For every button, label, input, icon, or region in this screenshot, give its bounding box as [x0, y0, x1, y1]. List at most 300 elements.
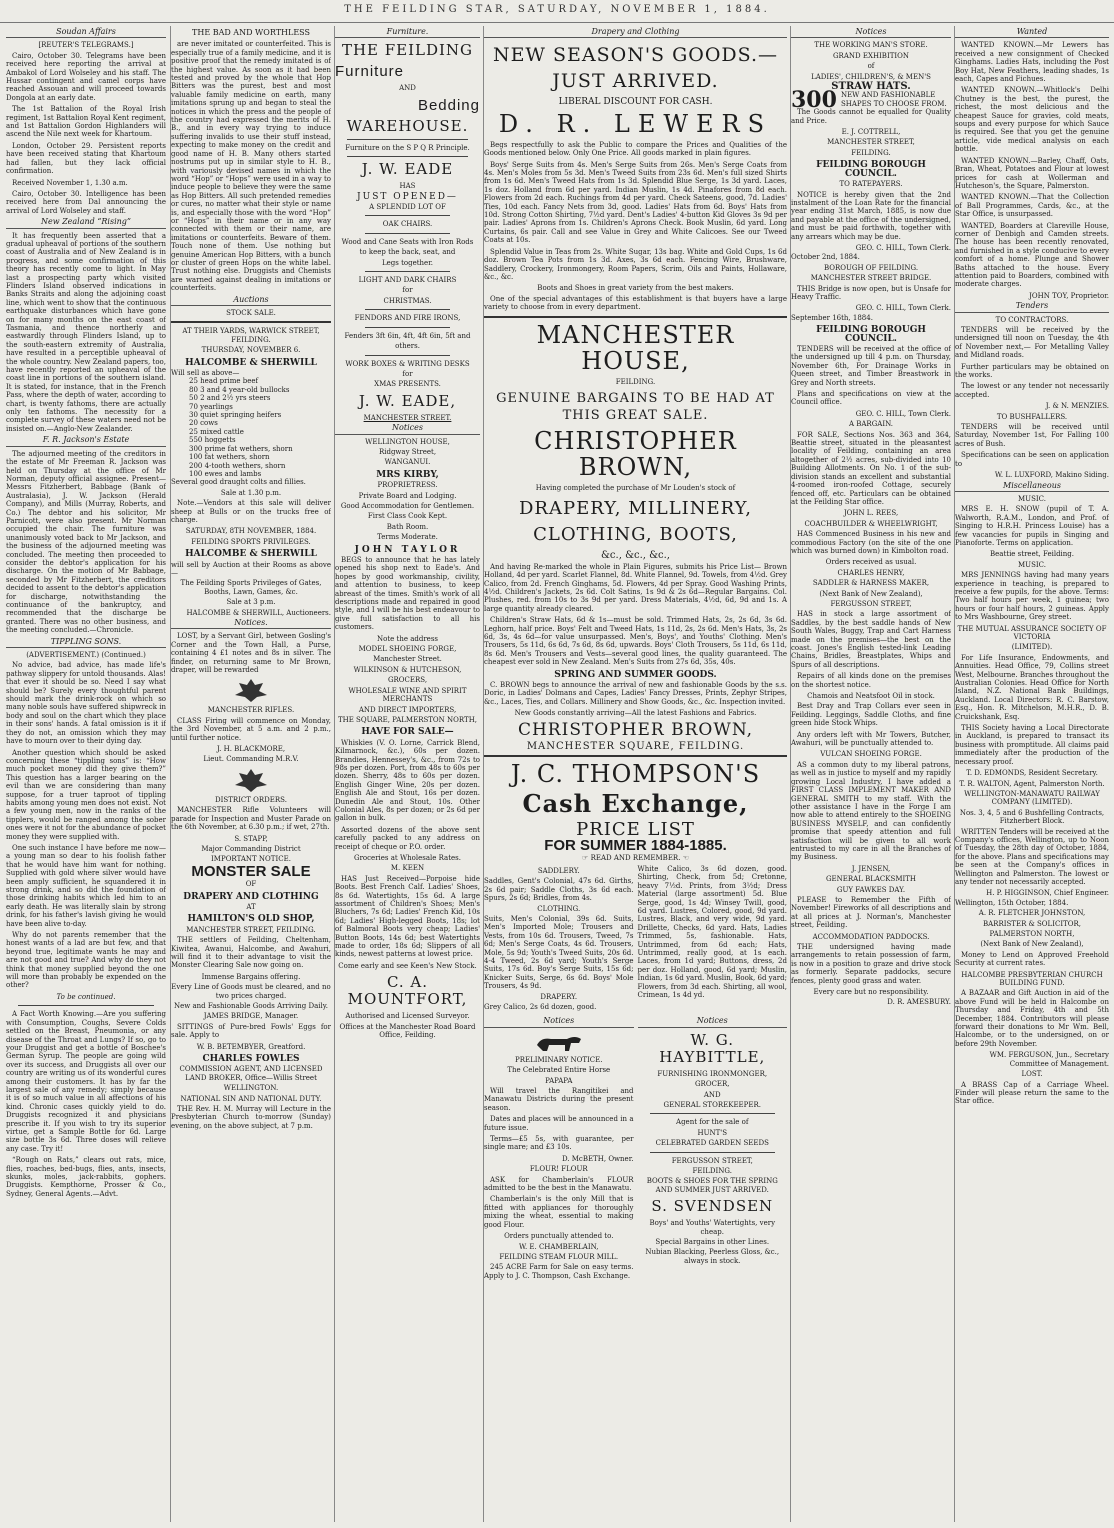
advert-paragraph: PLEASE to Remember the Fifth of November! Fireworks of all descriptions and at all prices at J. Norman's, Manchester street, Feilding. — [791, 895, 951, 930]
advert-heading: THE MUTUAL ASSURANCE SOCIETY OF VICTORIA — [957, 624, 1107, 641]
advert-paragraph: MANCHESTER Rifle Volunteers will parade for Inspection and Muster Parade on the 6th November, at 6.30 p.m.; if wet, 27th. — [171, 806, 331, 832]
advert-paragraph: WANTED KNOWN.—Barley, Chaff, Oats, Bran, Wheat, Potatoes and Flour at lowest prices for cash at Wollerman and Hutcheson's, the Square, Palmerston. — [955, 156, 1109, 190]
hats-count: 300 — [791, 86, 837, 113]
signature: GEO. C. HILL, Town Clerk. — [855, 243, 951, 252]
advert-line: for — [402, 369, 413, 378]
divider — [365, 355, 450, 356]
advert-heading: WILKINSON & HUTCHESON, — [353, 665, 462, 674]
read-remember-label: READ AND REMEMBER. — [590, 854, 681, 863]
advert-line: Authorised and Licensed Surveyor. — [345, 1012, 470, 1021]
advert-paragraph: Dates and places will be announced in a future issue. — [484, 1115, 634, 1132]
advert-line: MANCHESTER STREET, — [827, 138, 915, 147]
advert-heading: FEILDING BOROUGH COUNCIL. — [816, 325, 926, 344]
pointing-hand-icon: ☜ — [680, 854, 689, 863]
section-heading: Drapery and Clothing — [484, 28, 787, 38]
advert-line: THE SQUARE, PALMERSTON NORTH, — [337, 715, 478, 724]
section-heading: F. R. Jackson's Estate — [6, 436, 166, 446]
advert-line: Sale at 3 p.m. — [226, 598, 276, 607]
advert-line: Orders punctually attended to. — [504, 1232, 614, 1241]
divider — [484, 316, 787, 318]
advert-heading: MUSIC. — [1018, 494, 1046, 503]
article-paragraph: Why do not parents remember that the honest wants of a lad are but few, and that beyond true, legitimate wants he may and are not good and true? And why do they not think that money supplied beyond the one will more than probably be expended on the other? — [6, 931, 166, 990]
advert-display: J. W. EADE — [361, 160, 454, 179]
advert-heading: IMPORTANT NOTICE. — [211, 855, 291, 864]
advert-line: GRAND EXHIBITION — [832, 51, 910, 60]
divider — [365, 271, 450, 272]
advert-line: will sell by Auction at their Rooms as above— — [171, 560, 331, 577]
advert-line: FURNISHING IRONMONGER, — [657, 1069, 768, 1078]
stock-list-item: 50 2 and 2½ yrs steers — [189, 394, 271, 403]
advert-heading: LOST. — [1021, 1070, 1043, 1079]
advert-heading: BOROUGH OF FEILDING. — [823, 263, 919, 272]
advert-paragraph: Repairs of all kinds done on the premises on the shortest notice. — [791, 672, 951, 689]
advert-line: AT — [246, 902, 256, 911]
divider — [365, 233, 450, 234]
advert-line: New and Fashionable Goods Arriving Daily. — [174, 1002, 328, 1010]
auctioneer-name: HALCOMBE & SHERWILL — [185, 549, 317, 560]
advert-line: BOOTS & SHOES FOR THE SPRING AND SUMMER JUST ARRIVED. — [646, 1177, 778, 1194]
signature: T. D. EDMONDS, Resident Secretary. — [966, 769, 1098, 778]
advert-paragraph: Assorted dozens of the above sent carefully packed to any address on receipt of cheque or P.O. order. — [335, 825, 480, 851]
article-paragraph: Another question which should be asked concerning these “tippling sons” is: “How much pocket money did they give them?” This question has a larger bearing on the evil than we are considering than many suppose, for a truer taproot of tippling habits among young men does not exist. Not a few young men, now in the ranks of the tipplers, would be ranged among the sober ones were it not for the abundance of pocket money they were supplied with. — [6, 748, 166, 841]
notices-left — [484, 1015, 634, 1283]
advert-line: Immense Bargains offering. — [201, 972, 301, 981]
advert-line: A SPLENDID LOT OF — [369, 203, 446, 212]
advert-line: of — [867, 62, 875, 71]
section-heading: Furniture. — [335, 28, 480, 38]
advert-paragraph: The Goods cannot be equalled for Quality and Price. — [791, 108, 951, 125]
advert-heading: HAMILTON'S OLD SHOP, — [187, 914, 315, 925]
signature: W. L. LUXFORD, Makino Siding. — [994, 471, 1109, 480]
advert-line: MANCHESTER STREET BRIDGE. — [810, 274, 932, 283]
advert-paragraph: are never imitated or counterfeited. This is especially true of a family medicine, and it is positive proof that the remedy imitated is of the highest value. As soon as it had been tested and proved by the whole that Hop Bitters was the purest, best and most valuable family medicine on earth, many imitations sprung up and began to steal the notices in which the press and the people of the country had expressed the merits of H. B., and in every way trying to induce suffering invalids to use their stuff instead, expecting to make money on the credit and good name of H. B. Many others started nostrums put up in similar style to H. B., with variously devised names in which the word “Hop” or “Hops” were used in a way to induce people to believe they were the same as Hop Bitters. All such pretended remedies or cures, no matter what their style or name is, and especially those with the word “Hop” or “Hops” in their name or in any way connected with them or their name, are imitations or counterfeits. Beware of them. Touch none of them. Use nothing but genuine American Hop Bitters, with a bunch or cluster of green Hops on the white label. Trust nothing else. Druggists and Chemists are warned against dealing in imitations or counterfeits. — [171, 40, 331, 293]
advert-display: D. R. LEWERS — [498, 109, 773, 138]
price-text: Saddles, Gent's Colonial, 47s 6d. Girths, 2s 6d pair; Saddle Cloths, 3s 6d each. Spurs, 2s 6d; Bridles, from 4s. — [484, 877, 634, 903]
advert-line: COMMISSION AGENT, AND LICENSED LAND BROKER, Office—Willis Street — [179, 1065, 323, 1082]
advert-paragraph: TENDERS will be received by the undersigned till noon on Tuesday, the 4th of November next,— For Metalling Valley and Midland roads. — [955, 326, 1109, 360]
advert-display: PRICE LIST — [576, 819, 695, 841]
section-heading: Notices — [638, 1017, 788, 1027]
section-heading: Wanted — [955, 28, 1109, 38]
article-paragraph: No advice, bad advice, has made life's pathway slippery for untold thousands. Alas! that ever it should be so. Need I say what should be? Surely every thoughtful parent should mark the drink-rock on which so many noble souls have suffered shipwreck in body and soul on the chart which they place in their sons' hands. A fatal omission is it if they do not, an omission which they may have to mourn over to their dying day. — [6, 661, 166, 746]
advert-heading: SPRING AND SUMMER GOODS. — [554, 669, 717, 680]
divider — [347, 139, 468, 140]
advert-paragraph: A BAZAAR and Gift Auction in aid of the above Fund will be held in Halcombe on Thursday and Friday, 4th and 5th December, 1884. Contributors will please forward their donations to Mr Wm. Bell, Halcombe, or to the undersigned, on or before 29th November. — [955, 989, 1109, 1048]
stock-list-item: 25 mixed cattle — [189, 427, 244, 436]
advert-heading: JOHN TAYLOR — [354, 544, 461, 555]
advert-display: Bedding — [417, 96, 480, 114]
advert-heading: A. R. FLETCHER JOHNSTON, — [978, 909, 1086, 918]
column-1 — [6, 26, 166, 1522]
advert-heading: JUST OPENED— — [357, 191, 458, 202]
signature: D. R. AMESBURY. — [887, 998, 951, 1007]
advert-line: Every care but no responsibility. — [813, 988, 929, 997]
advert-paragraph: BEGS to announce that he has lately opened his shop next to Eade's. And hopes by good workmanship, civility, and attention to business, to keep abreast of the times. Smith's work of all descriptions made and repaired in good style, and I will be his best endeavour to give full satisfaction to all his customers. — [335, 556, 480, 632]
advert-paragraph: HAS in stock a large assortment of Saddles, by the best saddle hands of New South Wales, Buggy, Trap and Cart Harness made on the premises—the best on the coast. Jones's English tested-link Leading Chains, Bridles, Breastplates, Whips and Spurs of all descriptions. — [791, 610, 951, 669]
advert-line: WANGANUI. — [384, 458, 431, 467]
subheading: (ADVERTISEMENT.) (Continued.) — [26, 651, 146, 660]
advert-paragraph: Terms—£5 5s, with guarantee, per single mare; and £3 10s. — [484, 1135, 634, 1152]
advert-heading: VULCAN SHOEING FORGE. — [820, 750, 922, 759]
advert-line: Manchester Street. — [373, 655, 442, 664]
advert-paragraph: NOTICE is hereby given that the 2nd instalment of the Loan Rate for the financial year ending 31st March, 1885, is now due and payable at the office of the undersigned, and must be paid forthwith, together with any arrears which may be due. — [791, 190, 951, 241]
horse-icon — [531, 1031, 587, 1053]
advert-line: Good Accommodation for Gentlemen. — [340, 501, 475, 510]
divider — [347, 156, 468, 157]
advert-heading: CHARLES HENRY, — [837, 568, 905, 577]
advert-heading: THE BAD AND WORTHLESS — [192, 28, 310, 37]
advert-line: Bath Room. — [386, 522, 429, 531]
advert-paragraph: WANTED KNOWN.—Whitlock's Delhi Chutney is the best, the purest, the richest, the most delicious and the cheapest Sauce for gravies, cold meats, soups and every purpose for which Sauce is required. See that you get the genuine article, vide medical analysis on each bottle. — [955, 86, 1109, 154]
price-text: Suits, Men's Colonial, 39s 6d. Suits, Men's Imported Mole; Trousers and Vests, from 10s 6d. Trousers, Tweed, 7s 6d; Men's Serge Coats, 4s 6d. Trousers, Mole, 5s 9d; Youth's Tweed Suits, 20s 6d. 4-4 Tweed, 2s 6d yard; Youth's Serge Suits, 17s 6d. Boy's Serge Suits, 15s 6d; Knicker Suits, Serge, 6s 6d. Boys' Mole Trousers, 4s 9d. — [484, 914, 634, 991]
stock-list-item: 20 cows — [189, 419, 218, 428]
section-heading: TIPPLING SONS. — [6, 638, 166, 648]
advert-line: to keep the back, seat, and — [359, 248, 456, 257]
advert-line: HAS — [399, 182, 416, 191]
advert-paragraph: “Rough on Rats,” clears out rats, mice, flies, roaches, bed-bugs, flies, ants, insects, skunks, moles, jack-rabbits, gophers. Druggists. Kempthorne, Prosser & Co., Sydney, General Agents.—Advt. — [6, 1156, 166, 1198]
advert-line: FEILDING. — [851, 148, 891, 157]
advert-paragraph: Note.—Vendors at this sale will deliver sheep at Bulls or on the trucks free of charge. — [171, 499, 331, 524]
advert-paragraph: Any orders left with Mr Towers, Butcher, Awahuri, will be punctually attended to. — [791, 730, 951, 748]
advert-line: for — [402, 286, 413, 295]
advert-line: Sale at 1.30 p.m. — [220, 488, 282, 497]
column-5 — [790, 26, 951, 1522]
advert-line: FEILDING STEAM FLOUR MILL. — [499, 1252, 619, 1261]
advert-paragraph: THIS Bridge is now open, but is Unsafe for Heavy Traffic. — [791, 284, 951, 301]
advert-heading: WELLINGTON-MANAWATU RAILWAY COMPANY (LIMITED). — [964, 789, 1100, 807]
advert-line: New Goods constantly arriving—All the latest Fashions and Fabrics. — [514, 709, 757, 718]
advert-line: WELLINGTON. — [223, 1084, 279, 1093]
advert-heading: STRAW HATS. — [831, 81, 911, 93]
advert-paragraph: THE undersigned having made arrangements to retain possession of farm, is now in a position to graze and drive stock as formerly. Separate paddocks, secure fences, plenty good grass and water. — [791, 943, 951, 985]
advert-paragraph: A BRASS Cap of a Carriage Wheel. Finder will please return the same to the Star office. — [955, 1080, 1109, 1106]
advert-line: GENERAL BLACKSMITH — [825, 875, 917, 884]
advert-paragraph: HAS Just Received—Porpoise hide Boots. Best French Calf. Ladies' Shoes, 8s 6d. Watertights, 15s 6d. A large assortment of Children's Shoes; Men's Bluchers, 7s 6d; Ladies' French Kid, 10s 6d; Ladies' High-legged Boots, 18s; lot of Balmoral Boots very cheap; Ladies' Button Boots, 14s 6d; best Watertights made to order, 18s 6d; Slippers of all kinds, newest patterns at lowest price. — [335, 874, 480, 959]
signature: HALCOMBE & SHERWILL, Auctioneers. — [186, 608, 331, 617]
advert-line: BARRISTER & SOLICITOR, — [982, 919, 1081, 928]
advert-heading: TO CONTRACTORS. — [995, 315, 1069, 324]
stock-list — [171, 377, 331, 478]
advert-line: XMAS PRESENTS. — [374, 380, 441, 389]
stock-list-item: 550 hoggetts — [189, 436, 236, 445]
advert-heading: JOHN L. REES, — [843, 509, 899, 518]
advert-paragraph: Children's Straw Hats, 6d & 1s—must be sold. Trimmed Hats, 2s, 2s 6d, 3s 6d. Leghorn, half price. Boys' Felt and Tweed Hats, 1s 11d, 2s, 2s 6d. Men's Hats, 3s, 2s 6d, 3s, 4s 6d—for value unsurpassed. Men's, Boys', and Youths' Clothing. Men's Trousers, 5s 11d, 6s 6d, 7s 6d, 8s 6d, upwards. Boys' Cloth Trousers, 5s 11d, 6s 11d, 8s 6d. Men's Trousers and Vests—several good lines, the quality guaranteed. The cheapest ever sold in New Zealand. Men's Suits from 27s 6d, 35s, 40s. — [484, 616, 787, 667]
advert-heading: ACCOMMODATION PADDOCKS. — [812, 932, 930, 941]
advert-line: FEILDING. — [615, 377, 656, 386]
divider — [650, 1152, 776, 1153]
advert-line: FEILDING. — [692, 1167, 732, 1176]
advert-line: LIBERAL DISCOUNT FOR CASH. — [558, 97, 713, 108]
advert-heading: MANCHESTER RIFLES. — [207, 706, 295, 715]
price-heading: DRAPERY. — [540, 992, 578, 1001]
advert-line: First Class Cook Kept. — [367, 512, 448, 521]
advert-heading: PRELIMINARY NOTICE. — [514, 1055, 603, 1064]
advert-line: OF — [245, 880, 257, 889]
advert-line: Having completed the purchase of Mr Louden's stock of — [535, 483, 736, 492]
advert-line: Beattie street, Feilding. — [989, 550, 1075, 559]
advert-heading: FEILDING BOROUGH COUNCIL. — [816, 160, 926, 179]
advert-line: SATURDAY, 8TH NOVEMBER, 1884. — [185, 527, 317, 536]
royal-crest-icon — [229, 677, 273, 703]
advert-line: THURSDAY, NOVEMBER 6. — [201, 346, 301, 355]
advert-line: GROCERS, — [387, 676, 428, 685]
advert-display: FOR SUMMER 1884-1885. — [544, 837, 727, 855]
advert-line: Several good draught colts and fillies. — [171, 478, 306, 487]
price-text: Grey Calico, 2s 6d dozen, good. — [484, 1002, 597, 1011]
auctioneer-name: HALCOMBE & SHERWILL — [185, 357, 317, 368]
advert-line: TO RATEPAYERS. — [839, 180, 903, 189]
advert-line: COACHBUILDER & WHEELWRIGHT, — [804, 519, 938, 528]
advert-display: J. W. EADE, — [358, 391, 457, 410]
advert-paragraph: FOR SALE, Sections Nos. 363 and 364, Beattie street, situated in the pleasantest locality of Feilding, containing an area altogether of 2½ acres, sub-divided into 10 Building Allotments. On No. 1 of the sub-division stands an excellent and substantial 4-roomed iron-roofed Cottage, securely fenced off, etc. Particulars can be obtained at the Feilding Star office. — [791, 430, 951, 506]
advert-line: Boots and Shoes in great variety from the best makers. — [537, 284, 734, 293]
advert-line: AT THEIR YARDS, WARWICK STREET, FEILDING. — [182, 327, 320, 344]
advert-paragraph: And having Re-marked the whole in Plain Figures, submits his Price List— Brown Holland, 4d per yard. Scarlet Flannel, 8d. White Flannel, 9d. Towels, from 4½d. Grey Calico, from 2d. French Ginghams, 5d. Flowers, 4d per Spray. Good Washing Prints, 4½d. Children's Jackets, 2s 6d. Colt Satins, 1s 9d & 2s 6d—Regular Bargains. Col. Plushes, red. from 10s to 3s 9d per yard. Dress Materials, 4½d, 6d, 9d and 1s. A large quantity already cleared. — [484, 562, 787, 613]
advert-line: MANCHESTER STREET. — [363, 413, 452, 422]
divider — [650, 1113, 776, 1114]
advert-line: Will sell as above— — [171, 369, 240, 378]
advert-line: MODEL SHOEING FORGE, — [358, 645, 457, 654]
column-2 — [170, 26, 331, 1522]
advert-paragraph: Plans and specifications on view at the Council office. — [791, 390, 951, 407]
advert-paragraph: WANTED KNOWN.—That the Collection of Ball Programmes, Cards, &c., at the Star Office, is unsurpassed. — [955, 193, 1109, 219]
advert-line: WORK BOXES & WRITING DESKS — [345, 359, 470, 368]
signature: J. & N. MENZIES. — [1045, 402, 1109, 411]
advert-heading: THE WORKING MAN'S STORE. — [814, 41, 928, 50]
signature: Major Commanding District — [201, 844, 301, 853]
stock-list-item: 30 quiet springing heifers — [189, 411, 282, 420]
section-heading: Tenders — [955, 302, 1109, 312]
advert-line: &c., &c., &c., — [601, 550, 670, 562]
advert-line: MANCHESTER STREET, FEILDING. — [186, 925, 316, 934]
column-3 — [334, 26, 480, 1522]
advert-line: Terms Moderate. — [377, 533, 438, 542]
advert-paragraph: THIS Society having a Local Directorate in Auckland, is prepared to transact its business with promptitude. All claims paid immediately after the production of the necessary proof. — [955, 724, 1109, 766]
advert-display: Furniture — [335, 63, 405, 81]
section-heading: Notices — [484, 1017, 634, 1027]
advert-heading: DISTRICT ORDERS. — [215, 795, 287, 804]
advert-paragraph: C. BROWN begs to announce the arrival of new and fashionable Goods by the s.s. Doric, in Ladies' Dolmans and Capes, Ladies' Fancy Dresses, Prints, Zephyr Stripes, &c., Laces, Ties, and Collars. Millinery and Show Goods, &c., &c. Inspection invited. — [484, 681, 787, 706]
advert-paragraph: 245 ACRE Farm for Sale on easy terms. Apply to J. C. Thompson, Cash Exchange. — [484, 1263, 634, 1280]
signature: E. J. COTTRELL, — [841, 128, 901, 137]
divider — [18, 1005, 154, 1006]
advert-line: NEW AND FASHIONABLE SHAPES TO CHOOSE FROM. — [840, 91, 947, 108]
advert-heading: MRS KIRBY, — [376, 469, 439, 480]
advert-heading: HALCOMBE PRESBYTERIAN CHURCH BUILDING FUND. — [961, 970, 1103, 988]
advert-line: (LIMITED). — [1011, 643, 1053, 652]
price-list — [484, 865, 787, 1012]
stock-list-item: 100 ewes and lambs — [189, 469, 262, 478]
advert-paragraph: Best Dray and Trap Collars ever seen in Feilding. Leggings, Saddle Cloths, and fine green hide Stock Whips. — [791, 702, 951, 728]
advert-paragraph: A Fact Worth Knowing.—Are you suffering with Consumption, Coughs, Severe Colds settled on the Breast, Pneumonia, or any disease of the Throat and Lungs? If so, go to your Druggist and get a bottle of Boschee's German Syrup. The people are going wild over its success, and Druggists all over our country are writing us of its wonderful cures among their customers. It has by far the largest sale of any remedy; simply because it is of so much value in all affections of his kind. Chronic cases quickly yield to do. Druggists recognized it and physicians prescribe it. If you wish to try its superior virtue, get a Sample Bottle for 6d. Large size bottle 3s 6d. Three doses will relieve any case. Try it! — [6, 1010, 166, 1153]
column-4 — [483, 26, 787, 1522]
advert-line: Agent for the sale of — [676, 1118, 749, 1127]
advert-paragraph: ASK for Chamberlain's FLOUR admitted to be the best in the Manawatu. — [484, 1175, 634, 1193]
signature: JOHN TOY, Proprietor. — [1029, 291, 1109, 300]
divider — [171, 321, 331, 323]
royal-crest-icon — [229, 767, 273, 793]
advert-line: Private Board and Lodging. — [358, 491, 457, 500]
signature: W. E. CHAMBERLAIN, — [518, 1242, 599, 1251]
advert-paragraph: WRITTEN Tenders will be received at the Company's offices, Wellington, up to Noon of Tuesday, the 28th day of October, 1884, for the above. Plans and specifications may be seen at the Company's offices in Wellington and Palmerston. The lowest or any tender not necessarily accepted. — [955, 827, 1109, 886]
advert-line: FENDORS AND FIRE IRONS, — [354, 314, 461, 323]
advert-heading: TO BUSHFALLERS. — [996, 412, 1068, 421]
section-heading: Soudan Affairs — [6, 28, 166, 38]
pointing-hand-icon: ☞ — [582, 854, 591, 863]
section-heading: Auctions — [171, 296, 331, 306]
stock-list-item: 80 3 and 4 year-old bullocks — [189, 385, 290, 394]
advert-line: Ridgway Street, — [378, 447, 437, 456]
advert-paragraph: MRS JENNINGS having had many years experience in teaching, is prepared to receive a few pupils, for the above. Terms: Two half hours per week, 1 guinea; two hours or four half hours, 2 guineas. Apply to Mrs Washbourne, Grey street. — [955, 571, 1109, 622]
advert-heading: M. KEEN — [390, 864, 425, 873]
advert-paragraph: THE settlers of Feilding, Cheltenham, Kiwitea, Awanui, Halcombe, and Awahuri, will find it to their advantage to visit the Monster Clearing Sale now going on. — [171, 936, 331, 970]
advert-display: J. C. THOMPSON'S — [510, 760, 761, 789]
advert-paragraph: TENDERS will be received at the office of the undersigned up till 4 p.m. on Thursday, November 6th, For Drainage Works in Queen street, and Timber Breastwork in Grey and North streets. — [791, 345, 951, 387]
advert-paragraph: Splendid Value in Teas from 2s. White Sugar, 13s bag. White and Gold Cups, 1s 6d doz. Brown Tea Pots from 1s 3d. Axes, 3s 6d each. Fencing Wire, Brushware, Saddlery, Crockery, Ironmongery, Room Papers, Scrim, Oils and Paints, Hollaware, &c., &c. — [484, 247, 787, 281]
advert-line: Nos. 3, 4, 5 and 6 Bushfelling Contracts, Fitzherbert Block. — [959, 808, 1105, 826]
price-text: White Calico, 3s 6d dozen, good. Shirting, Check, from 5d; Cretonne, heavy 7½d. Prints, from 3½d; Dress Material (large assortment) 5d. Blue Serge, good, 1s 4d; Winsey Twill, good, 6d yard. Lustres, Colored, good, 9d yard. Lustres, Black, and very wide, 9d yard. Drillette, Checks, 6d yard. Hats, Ladies Trimmed, 5s, fashionable. Hats, Untrimmed, from 6d each; Hats, Untrimmed, really good, at 1s each. Laces, from 1d yard; Buttons, dress, 2d per doz. Holland, good, 6d yard; Muslin, Indian, 1s 6d yard. Muslin, Book, 6d yard; Flowers, from 3d each. Shirting, all wool, Crimean, 1s 4d yd. — [637, 864, 787, 999]
section-heading: Notices — [791, 28, 951, 38]
advert-line: Note the address — [376, 634, 439, 643]
advert-heading: FERGUSSON STREET, — [671, 1156, 753, 1165]
advert-display: WAREHOUSE. — [346, 116, 469, 135]
advert-display: NEW SEASON'S GOODS.—JUST ARRIVED. — [492, 44, 779, 93]
advert-line: (Next Bank of New Zealand), — [980, 940, 1084, 949]
advert-line: PROPRIETRESS. — [377, 481, 438, 490]
stock-list-item: 25 head prime beef — [189, 377, 259, 386]
price-heading: SADDLERY. — [537, 866, 580, 875]
advert-paragraph: MRS E. H. SNOW (pupil of T. A. Walworth, R.A.M., London, and Prof. of Singing to H.R.H. Princess Louise) has a few vacancies for pupils in Singing and Pianoforte. Terms on application. — [955, 505, 1109, 547]
article-paragraph: Cairo, October 30. Telegrams have been received here reporting the arrival at Ambakol of Lord Wolseley and his staff. The Hussar contingent and camel corps have reached Assouan and will proceed towards Dongola at an early date. — [6, 51, 166, 102]
masthead: THE FEILDING STAR, SATURDAY, NOVEMBER 1, 1884. — [0, 0, 1114, 23]
article-paragraph: One such instance I have before me now—a young man so dear to his foolish father that he would have him want for nothing. Supplied with gold where silver would have been amply sufficient, he squandered it in strong drink, and so did the foundation of those drinking habits which led him to an early death. He was literally slain by strong drink, for his father's lavish giving he would have been alive to-day. — [6, 843, 166, 928]
section-heading: New Zealand “Rising” — [6, 218, 166, 228]
advert-line: AND — [703, 1090, 721, 1099]
advert-display: MANCHESTER HOUSE, — [536, 320, 735, 375]
advert-display: W. G. HAYBITTLE, — [659, 1030, 766, 1066]
advert-line: The Feilding Sports Privileges of Gates, Booths, Lawn, Games, &c. — [180, 579, 322, 596]
article-paragraph: Cairo, October 30. Intelligence has been received here from Dal announcing the arrival of Lord Wolseley and staff. — [6, 189, 166, 215]
advert-line: Furniture on the S P Q R Principle. — [345, 143, 470, 152]
divider — [365, 309, 450, 310]
divider — [365, 327, 450, 328]
advert-line: Chamois and Neatsfoot Oil in stock. — [807, 692, 935, 701]
advert-paragraph: For Life Insurance, Endowments, and Annuities. Head Office, 79, Collins street West, Melbourne. Branches throughout the Australian Colonies. Head Office for North Island, N.Z. National Bank Buildings, Auckland. Local Directors: R. C. Barstow, Esq., Hon. R. Mitchelson, M.H.R., D. B. Cruickshank, Esq. — [955, 653, 1109, 721]
advert-line: SADDLER & HARNESS MAKER, — [812, 579, 930, 588]
signature: T. R. WALTON, Agent, Palmerston North. — [959, 779, 1105, 788]
advert-paragraph: HAS Commenced Business in his new and commodious Factory (on the site of the one which was burned down) in Kimbolton road. — [791, 530, 951, 555]
advert-line: LADIES', CHILDREN'S, & MEN'S — [811, 72, 931, 81]
advert-paragraph: Will travel the Rangitikei and Manawatu Districts during the present season. — [484, 1087, 634, 1112]
advert-line: OAK CHAIRS. — [382, 220, 433, 229]
advert-line: September 16th, 1884. — [791, 313, 873, 322]
stock-list-item: 200 4-tooth wethers, shorn — [189, 461, 286, 470]
advert-heading: NATIONAL SIN AND NATIONAL DUTY. — [180, 1094, 322, 1103]
advert-display: Cash Exchange, — [522, 789, 749, 819]
signature: GEO. C. HILL, Town Clerk. — [855, 409, 951, 418]
advert-paragraph: AS a common duty to my liberal patrons, as well as in justice to myself and my rapidly growing Local Industry, I have added a FIRST CLASS IMPLEMENT MAKER AND GENERAL SMITH to my staff. With the other assistance I have in the Forge I am now able to attend entirely to the SHOEING BUSINESS MYSELF, and can confidently promise that speedy attention and full satisfaction will be given to all work entrusted to my care in all the Branches of my Business. — [791, 760, 951, 862]
signature: WM. FERGUSON, Jun., Secretary Committee of Management. — [989, 1051, 1109, 1068]
advert-paragraph: SITTINGS of Pure-bred Fowls' Eggs for sale. Apply to — [171, 1022, 331, 1040]
advert-display: S. SVENDSEN — [651, 1197, 774, 1216]
advert-display: THE FEILDING — [341, 41, 474, 60]
advert-heading: FEILDING SPORTS PRIVILEGES. — [191, 537, 311, 546]
advert-paragraph: Money to Lend on Approved Freehold Security at current rates. — [955, 950, 1109, 968]
advert-heading: MUSIC. — [1018, 560, 1046, 569]
advert-paragraph: Begs respectfully to ask the Public to compare the Prices and Qualities of the Goods mentioned below. Only One Price. All goods marked in plain figures. — [484, 140, 787, 158]
article-paragraph: The 1st Battalion of the Royal Irish regiment, 1st Battalion Royal Kent regiment, and 1st Battalion Gordon Highlanders will ascend the Nile next week for Khartoum. — [6, 105, 166, 139]
advert-line: others. — [395, 342, 420, 351]
signature: J. JENSEN, — [851, 864, 891, 873]
advert-line: Wellington, 15th October, 1884. — [955, 898, 1069, 907]
notices-split — [484, 1015, 787, 1283]
signature: H. P. HIGGINSON, Chief Engineer. — [986, 889, 1109, 898]
advert-line — [484, 854, 787, 862]
advert-display: CHRISTOPHER BROWN, — [534, 426, 737, 481]
column-6 — [954, 26, 1109, 1522]
signature: JAMES BRIDGE, Manager. — [203, 1012, 299, 1021]
advert-paragraph: TENDERS will be received until Saturday, November 1st, For Falling 100 acres of Bush. — [955, 423, 1109, 448]
advert-paragraph: Specifications can be seen on application to — [955, 451, 1109, 468]
advert-line: Offices at the Manchester Road Board Office, Feilding. — [339, 1022, 476, 1040]
signature: D. McBETH, Owner. — [561, 1154, 634, 1163]
advert-line: Nubian Blacking, Peerless Gloss, &c., always in stock. — [645, 1248, 780, 1265]
section-heading: Miscellaneous — [955, 482, 1109, 492]
advert-line: Orders received as usual. — [825, 558, 917, 567]
advert-heading: HAVE FOR SALE— — [361, 727, 454, 738]
advert-paragraph: LOST, by a Servant Girl, between Gosling's Corner and the Town Hall, a Purse, containing 4 £1 notes and 8s in silver. The finder, on returning same to Mr Brown, draper, will be rewarded — [171, 632, 331, 675]
advert-paragraph: WANTED KNOWN.—Mr Lewers has received a new consignment of Checked Ginghams. Ladies Hats, including the Post Boy Hat, New Feathers, leading shades, 1s each, Capes and Fichues. — [955, 41, 1109, 84]
stock-list-item: 70 yearlings — [189, 402, 233, 411]
article-paragraph: It has frequently been asserted that a gradual upheaval of portions of the southern coast of Australia and of New Zealand is in progress, and some confirmation of this theory has recently come to light. In May last a prospecting party which visited Flinders Island observed indications in Banks Straits and along the adjoining coast line, which went to show that the continuous earthquake disturbances which have gone on for many months on the east coast of Tasmania, and thence northerly and eastwardly through Flinders Island, up to the south-eastern extremity of Australia, have resulted in a perceptible upheaval of the whole country. New Zealand papers, too, have recently reported an upheaval of the coast line in portions of the southern island. It is stated, for instance, that in the French Pass, where the depth of water, according to chart, is twenty fathoms, there are actually only ten fathoms. The necessity for a complete survey of these waters need not be insisted on.—Anglo-New Zealander. — [6, 231, 166, 433]
advert-line: Every Line of Goods must be cleared, and no two prices charged. — [171, 983, 331, 1000]
advert-line: Boys' and Youths' Watertights, very cheap. — [649, 1219, 776, 1236]
divider — [365, 215, 450, 216]
stock-list-item: 100 fat wethers, shorn — [189, 453, 270, 462]
advert-paragraph: Further particulars may be obtained on the works. — [955, 362, 1109, 380]
section-heading: Notices — [335, 424, 480, 434]
advert-line: HUNT'S — [697, 1128, 728, 1137]
signature: W. B. BETEMBYER, Greatford. — [196, 1042, 306, 1051]
advert-display: MONSTER SALE — [191, 862, 311, 880]
advert-display: GENUINE BARGAINS TO BE HAD AT THIS GREAT SALE. — [496, 390, 775, 423]
continued-note: To be continued. — [56, 992, 116, 1001]
price-heading: CLOTHING. — [537, 904, 581, 913]
advert-display: C. A. MOUNTFORT, — [347, 973, 468, 1009]
advert-line: CELEBRATED GARDEN SEEDS — [655, 1139, 769, 1148]
advert-line: PAPAPA — [545, 1076, 573, 1085]
advert-line: MANCHESTER SQUARE, FEILDING. — [526, 740, 745, 752]
advert-line: PALMERSTON NORTH, — [989, 930, 1075, 938]
notices-right — [638, 1015, 788, 1283]
advert-heading: DRAPERY AND CLOTHING — [183, 891, 319, 902]
advert-line: Special Bargains in other Lines. — [655, 1238, 770, 1247]
advert-heading: FLOUR! FLOUR — [529, 1165, 588, 1174]
article-paragraph: The adjourned meeting of the creditors in the estate of Mr Freeman R. Jackson was held on Thursday at the office of Mr Norman, deputy official assignee. Present—Messrs Fitzherbert, Babbage (Bank of Australasia), J. W. Jackson (Herald Company), and Mills (Murray, Roberts, and Co.) The debtor and his solicitor, Mr Parnicott, were also present. Mr Norman occupied the chair. The furniture was unanimously voted back to Mr Jackson, and the business of the adjourned meeting was concluded. The meeting then proceeded to consider the debtor's application for his discharge. On the motion of Mr Babbage, seconded by Mr Fitzherbert, the creditors decided to assent to the debtor's application for discharge, notwithstanding the continuance of the bankruptcy, and recommended that the discharge be granted. There was no other business, and the meeting concluded.—Chronicle. — [6, 449, 166, 635]
advert-line: Fenders 3ft 6in, 4ft, 4ft 6in, 5ft and — [344, 331, 471, 340]
advert-heading: CHARLES FOWLES — [202, 1054, 300, 1065]
signature: J. H. BLACKMORE, — [216, 745, 286, 754]
advert-heading: WELLINGTON HOUSE, — [365, 437, 450, 446]
advert-line: AND — [399, 84, 416, 93]
advert-line: FERGUSSON STREET, — [830, 599, 912, 608]
advert-paragraph: WANTED, Boarders at Clareville House, corner of Denbigh and Camden streets. The house has been recently renovated, and furnished in a style conducive to every comfort of a home. Plunge and Shower Baths attached to the house. Every attention paid to Boarders, combined with moderate charges. — [955, 221, 1109, 289]
advert-line: Legs together. — [381, 258, 433, 267]
advert-paragraph: One of the special advantages of this establishment is that buyers have a large variety to choose from in every department. — [484, 294, 787, 312]
advert-line: CHRISTMAS. — [383, 296, 432, 305]
advert-line: WHOLESALE WINE AND SPIRIT MERCHANTS — [348, 686, 467, 704]
price-list-left — [484, 865, 634, 1012]
